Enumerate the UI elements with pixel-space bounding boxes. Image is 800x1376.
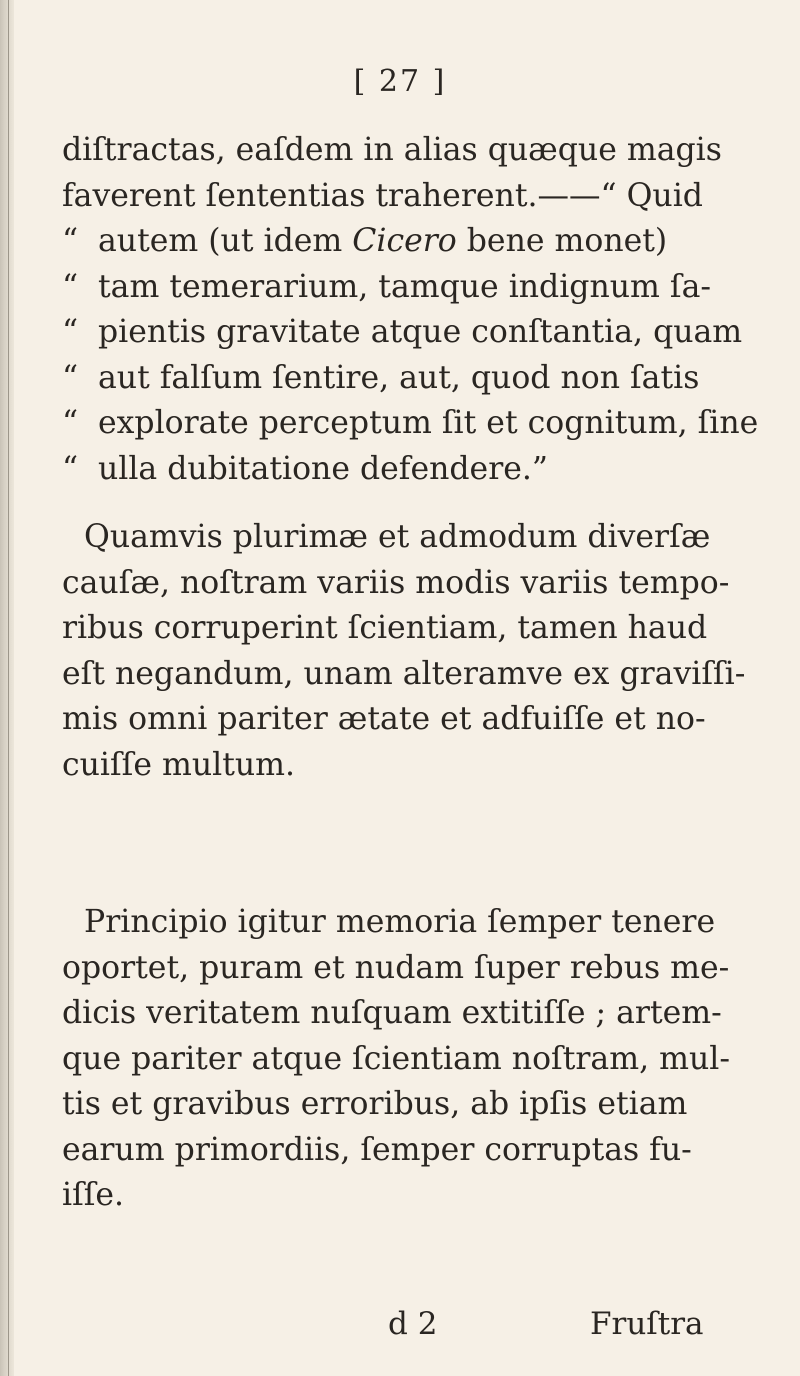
quote-mark: “: [62, 359, 79, 396]
text-line: iſſe.: [62, 1177, 125, 1213]
quoted-line: [62, 265, 742, 311]
paragraph-1: [62, 128, 759, 492]
quoted-line: [62, 219, 742, 265]
quote-mark: “: [62, 223, 79, 259]
quoted-line: [62, 310, 742, 356]
text-line: eſt negandum, unam alteramve ex graviſſi-: [62, 655, 746, 692]
text-segment: explorate perceptum ſit et cognitum, ſine: [98, 405, 759, 441]
page-number-header: [ 27 ]: [353, 64, 447, 99]
italic-name: Cicero: [352, 223, 457, 259]
text-segment: bene monet): [456, 223, 668, 259]
signature-mark: d 2: [388, 1306, 438, 1342]
text-segment: pientis gravitate atque conſtantia, quam: [98, 314, 743, 350]
text-line: dicis veritatem nuſquam extitiſſe ; artem-: [62, 995, 722, 1031]
text-line: que pariter atque ſcientiam noſtram, mul-: [62, 1040, 730, 1077]
quote-mark: “: [62, 450, 79, 487]
text-line: cuiſſe multum.: [62, 746, 296, 783]
text-segment: aut falſum ſentire, aut, quod non ſatis: [98, 359, 700, 396]
text-line: ribus corruperint ſcientiam, tamen haud: [62, 610, 708, 646]
paragraph-3: [62, 900, 742, 1219]
quoted-line: [62, 356, 742, 402]
quote-mark: “: [62, 268, 79, 305]
catchword: Fruſtra: [590, 1306, 704, 1342]
quoted-line: [62, 401, 759, 447]
text-line: earum primordiis, ſemper corruptas fu-: [62, 1131, 692, 1168]
text-line: tis et gravibus erroribus, ab ipſis etiam: [62, 1086, 688, 1122]
page-footer: [0, 1306, 800, 1352]
text-segment: ulla dubitatione defendere.”: [98, 450, 549, 487]
paragraph-2: [62, 515, 746, 788]
text-line: mis omni pariter ætate et adfuiſſe et no-: [62, 701, 706, 737]
text-line: Quamvis plurimæ et admodum diverſæ: [84, 519, 711, 555]
quote-mark: “: [62, 314, 79, 350]
quote-mark: “: [62, 405, 79, 441]
quoted-line: [62, 447, 742, 493]
text-line: faverent ſententias traherent.——“ Quid: [62, 177, 703, 214]
text-line: cauſæ, noſtram variis modis variis tempo-: [62, 564, 730, 601]
text-line: oportet, puram et nudam ſuper rebus me-: [62, 949, 730, 986]
text-line: Principio igitur memoria ſemper tenere: [84, 904, 716, 940]
text-segment: tam temerarium, tamque indignum ſa-: [98, 268, 712, 305]
text-line: diſtractas, eaſdem in alias quæque magis: [62, 132, 722, 168]
text-segment: autem (ut idem: [98, 223, 353, 259]
